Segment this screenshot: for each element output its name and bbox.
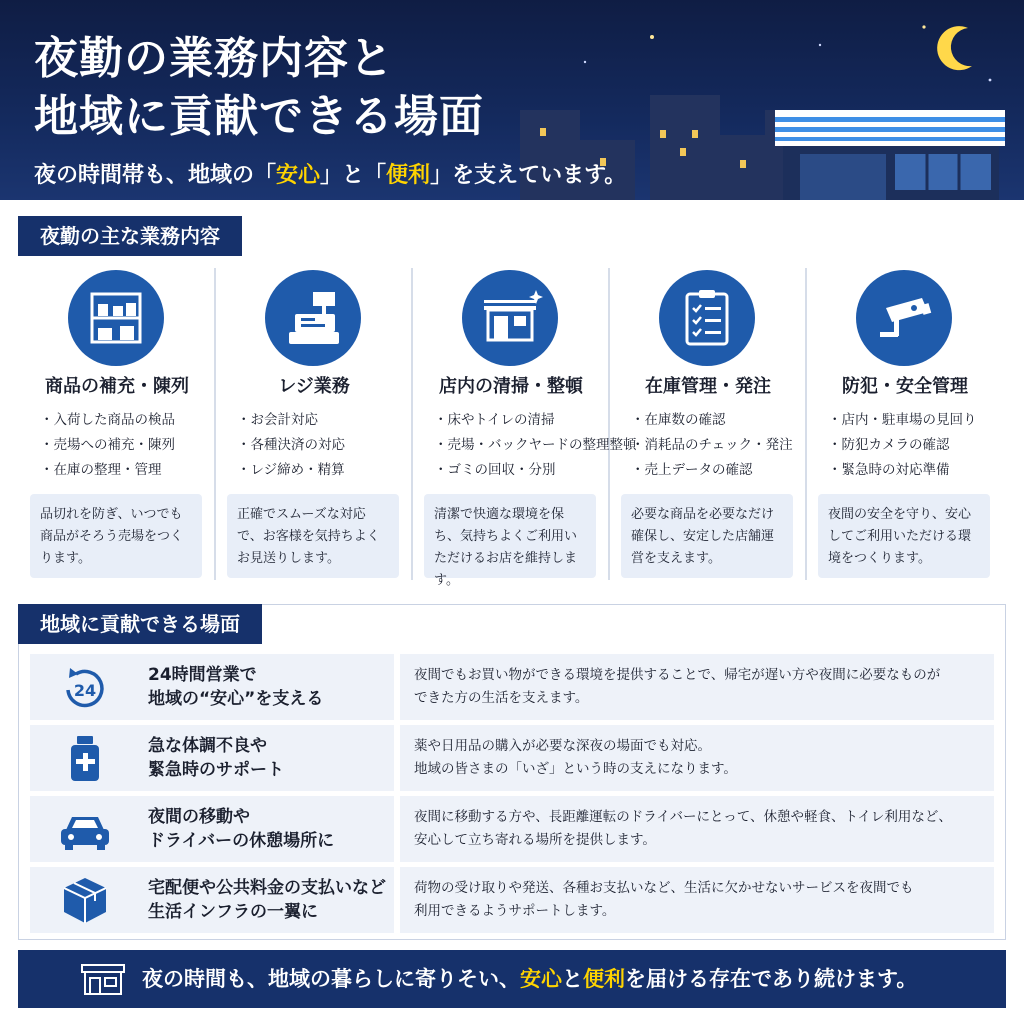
24-hours-icon	[58, 662, 112, 712]
page-subtitle	[34, 158, 626, 189]
footer-message	[142, 950, 917, 1008]
moon-icon	[937, 26, 972, 70]
footer-text: 夜の時間も、地域の暮らしに寄りそい、	[142, 967, 520, 991]
section-heading-duties: 夜勤の主な業務内容	[18, 216, 242, 256]
row-left-panel	[30, 725, 394, 791]
subtitle-highlight-anshin: 安心	[276, 163, 321, 188]
row-description	[400, 867, 994, 933]
duty-note: 夜間の安全を守り、安心してご利用いただける環境をつくります。	[818, 494, 990, 578]
duty-title: 商品の補充・陳列	[45, 376, 189, 397]
row-title-line: ドライバーの休憩場所に	[148, 831, 335, 851]
duty-task: ・在庫の整理・管理	[40, 462, 162, 478]
row-title	[148, 734, 284, 782]
duty-card-register	[215, 254, 413, 582]
contribution-row	[30, 725, 994, 791]
car-icon	[58, 804, 112, 854]
duty-task: ・お会計対応	[237, 412, 318, 428]
duty-task: ・入荷した商品の検品	[40, 412, 175, 428]
row-left-panel	[30, 654, 394, 720]
duty-task-list	[237, 408, 345, 483]
duty-task: ・売場・バックヤードの整理整頓	[434, 437, 637, 453]
row-description-line: 薬や日用品の購入が必要な深夜の場面でも対応。	[414, 738, 711, 754]
duty-task: ・各種決済の対応	[237, 437, 345, 453]
row-title-line: 宅配便や公共料金の支払いなど	[148, 878, 386, 898]
contribution-row	[30, 867, 994, 933]
row-title	[148, 663, 323, 711]
row-description-line: できた方の生活を支えます。	[414, 690, 589, 706]
duty-note: 正確でスムーズな対応で、お客様を気持ちよくお見送りします。	[227, 494, 399, 578]
clipboard-icon	[659, 270, 755, 366]
duty-title: レジ業務	[278, 376, 350, 397]
duty-note: 必要な商品を必要なだけ確保し、安定した店舗運営を支えます。	[621, 494, 793, 578]
row-title	[148, 876, 386, 924]
duty-task: ・緊急時の対応準備	[828, 462, 950, 478]
row-description-line: 地域の皆さまの「いざ」という時の支えになります。	[414, 761, 737, 777]
duty-task-list	[434, 408, 637, 483]
footer-text: を届ける存在であり続けます。	[625, 967, 918, 991]
security-camera-icon	[856, 270, 952, 366]
24-hours-icon-text: 24	[73, 681, 97, 700]
subtitle-highlight-benri: 便利	[386, 163, 431, 188]
row-left-panel	[30, 867, 394, 933]
convenience-store-illustration	[775, 110, 1005, 200]
duty-title: 店内の清掃・整頓	[439, 376, 583, 397]
duty-task-list	[40, 408, 175, 483]
subtitle-text: 夜の時間帯も、地域の「	[34, 163, 277, 188]
row-description-line: 夜間に移動する方や、長距離運転のドライバーにとって、休憩や軽食、トイレ利用など、	[414, 809, 952, 825]
row-description	[400, 796, 994, 862]
hero-header	[0, 0, 1024, 200]
duty-task: ・レジ締め・精算	[237, 462, 345, 478]
section-heading-contribution: 地域に貢献できる場面	[18, 604, 262, 644]
duty-note: 清潔で快適な環境を保ち、気持ちよくご利用いただけるお店を維持します。	[424, 494, 596, 578]
subtitle-text: 」と「	[320, 163, 387, 188]
footer-highlight-benri: 便利	[583, 967, 625, 991]
row-description	[400, 654, 994, 720]
store-icon	[80, 962, 126, 996]
row-description-line: 夜間でもお買い物ができる環境を提供することで、帰宅が遅い方や夜間に必要なものが	[414, 667, 941, 683]
footer-highlight-anshin: 安心	[520, 967, 562, 991]
duty-task-list	[828, 408, 977, 483]
row-title	[148, 805, 334, 853]
duty-task-list	[631, 408, 793, 483]
page-title	[34, 30, 484, 146]
footer-text: と	[562, 967, 583, 991]
register-icon	[265, 270, 361, 366]
row-title-line: 急な体調不良や	[148, 736, 267, 756]
duty-task: ・消耗品のチェック・発注	[631, 437, 793, 453]
row-description-line: 利用できるようサポートします。	[414, 903, 616, 919]
row-title-line: 夜間の移動や	[148, 807, 250, 827]
subtitle-text: 」を支えています。	[430, 163, 627, 188]
row-title-line: 地域の“安心”を支える	[148, 689, 324, 709]
footer-banner	[18, 950, 1006, 1008]
page-title-line2: 地域に貢献できる場面	[34, 91, 484, 142]
duty-card-cleaning	[412, 254, 637, 588]
duty-card-security	[806, 254, 1004, 582]
duty-task: ・床やトイレの清掃	[434, 412, 555, 428]
row-title-line: 24時間営業で	[148, 665, 257, 685]
duty-task: ・在庫数の確認	[631, 412, 726, 428]
duty-note: 品切れを防ぎ、いつでも商品がそろう売場をつくります。	[30, 494, 202, 578]
duty-task: ・ゴミの回収・分別	[434, 462, 556, 478]
duties-section	[18, 254, 1006, 588]
store-icon	[462, 270, 558, 366]
duty-card-inventory	[609, 254, 807, 582]
medicine-bottle-icon	[58, 733, 112, 783]
duty-card-restock	[18, 254, 216, 582]
duty-title: 防犯・安全管理	[842, 376, 968, 397]
row-description-line: 安心して立ち寄れる場所を提供します。	[414, 832, 656, 848]
contribution-row	[30, 796, 994, 862]
duty-task: ・店内・駐車場の見回り	[828, 412, 977, 428]
package-icon	[58, 875, 112, 925]
contribution-row	[30, 654, 994, 720]
row-description	[400, 725, 994, 791]
row-left-panel	[30, 796, 394, 862]
row-title-line: 生活インフラの一翼に	[148, 902, 318, 922]
duty-task: ・売場への補充・陳列	[40, 437, 175, 453]
row-description-line: 荷物の受け取りや発送、各種お支払いなど、生活に欠かせないサービスを夜間でも	[414, 880, 914, 896]
page-title-line1: 夜勤の業務内容と	[34, 33, 394, 84]
shelf-icon	[68, 270, 164, 366]
duty-task: ・防犯カメラの確認	[828, 437, 950, 453]
duty-title: 在庫管理・発注	[645, 376, 771, 397]
row-title-line: 緊急時のサポート	[148, 760, 284, 780]
duty-task: ・売上データの確認	[631, 462, 753, 478]
